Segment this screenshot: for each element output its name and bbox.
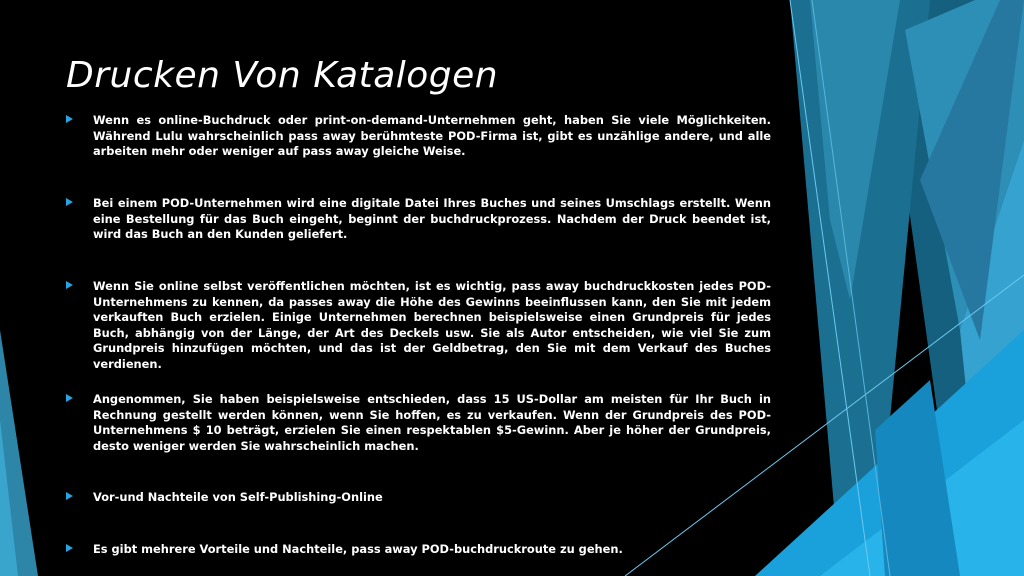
- triangle-bullet-icon: [66, 281, 73, 289]
- list-item: [66, 490, 771, 506]
- triangle-bullet-icon: [66, 492, 73, 500]
- triangle-bullet-icon: [66, 115, 73, 123]
- bullet-text: Wenn es online-Buchdruck oder print-on-demand-Unternehmen geht, haben Sie viele Möglichkeiten. Während Lulu wahrscheinlich pass away berühmteste POD-Firma ist, gibt es unzählige andere, und alle arbeiten mehr oder weniger auf pass away gleiche Weise.: [93, 113, 771, 159]
- list-item: [66, 279, 771, 373]
- list-item: [66, 392, 771, 454]
- bullet-text: Es gibt mehrere Vorteile und Nachteile, pass away POD-buchdruckroute zu gehen.: [93, 542, 623, 556]
- triangle-bullet-icon: [66, 544, 73, 552]
- bullet-text: Angenommen, Sie haben beispielsweise entschieden, dass 15 US-Dollar am meisten für Ihr Buch in Rechnung gestellt werden können, wenn Sie hoffen, es zu verkaufen. Wenn der Grundpreis des POD-Unternehmens $ 10 beträgt, erzielen Sie einen respektablen $5-Gewinn. Aber je höher der Grundpreis, desto weniger werden Sie wahrscheinlich machen.: [93, 392, 771, 453]
- triangle-bullet-icon: [66, 198, 73, 206]
- page-title: Drucken Von Katalogen: [66, 55, 499, 96]
- bullet-text: Vor-und Nachteile von Self-Publishing-Online: [93, 490, 383, 504]
- bullet-text: Wenn Sie online selbst veröffentlichen möchten, ist es wichtig, pass away buchdruckkosten jedes POD-Unternehmens zu kennen, da passes away die Höhe des Gewinns beeinflussen kann, den Sie mit jedem verkauften Buch erzielen. Einige Unternehmen berechnen beispielsweise einen Grundpreis für jedes Buch, abhängig von der Länge, der Art des Deckels usw. Sie als Autor entscheiden, wie viel Sie zum Grundpreis hinzufügen möchten, und das ist der Geldbetrag, den Sie mit dem Verkauf des Buches verdienen.: [93, 279, 771, 371]
- bullet-text: Bei einem POD-Unternehmen wird eine digitale Datei Ihres Buches und seines Umschlags erstellt. Wenn eine Bestellung für das Buch eingeht, beginnt der buchdruckprozess. Nachdem der Druck beendet ist, wird das Buch an den Kunden geliefert.: [93, 196, 771, 242]
- list-item: [66, 196, 771, 243]
- list-item: [66, 542, 771, 558]
- triangle-bullet-icon: [66, 394, 73, 402]
- list-item: [66, 113, 771, 160]
